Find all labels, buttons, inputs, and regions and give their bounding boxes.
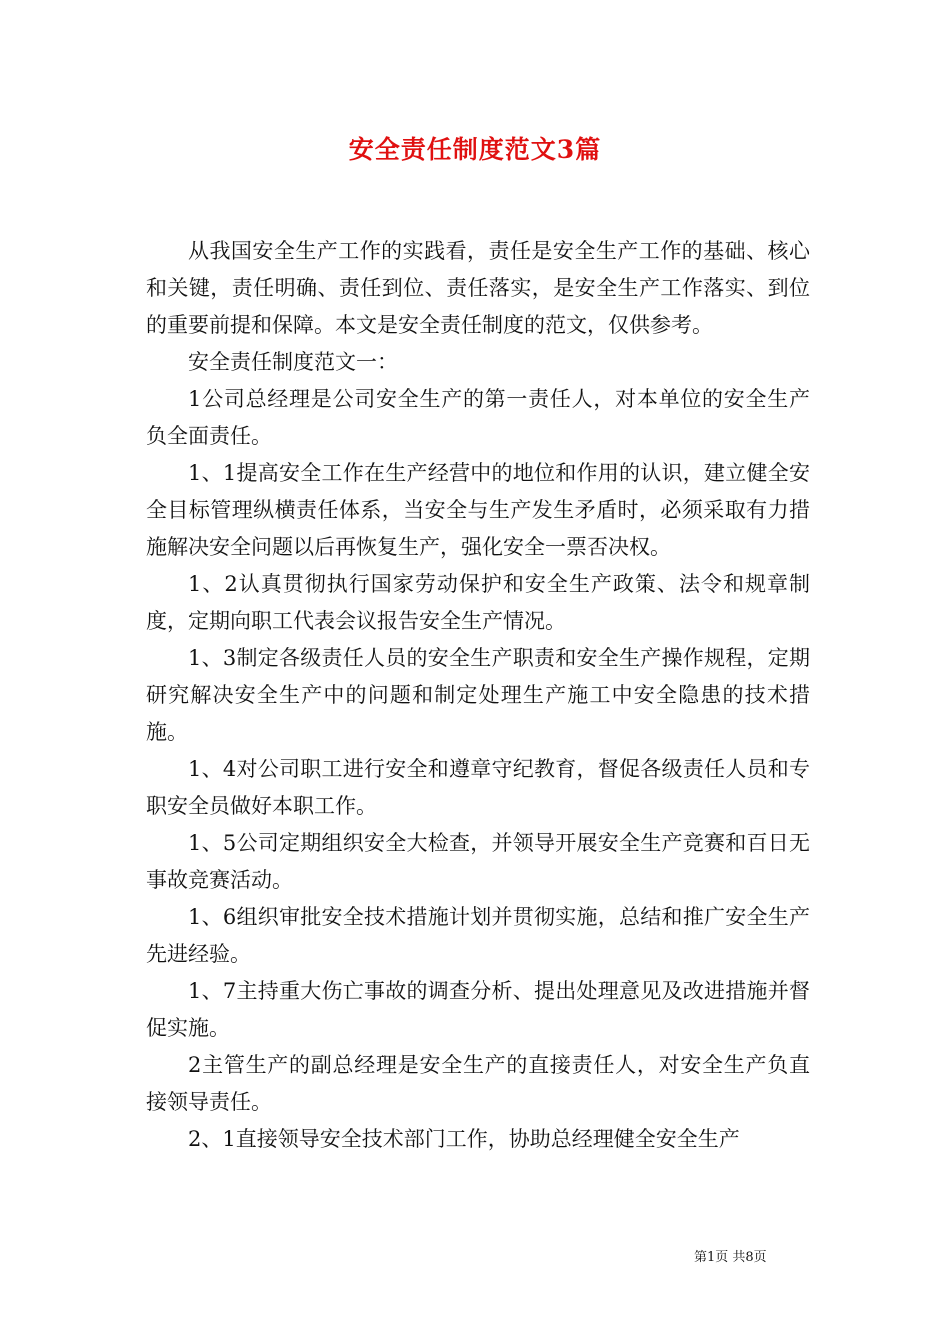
- paragraph-item-1-2: 1、2认真贯彻执行国家劳动保护和安全生产政策、法令和规章制度，定期向职工代表会议报告安全生产情况。: [146, 572, 810, 633]
- paragraph-item-1-1: 1、1提高安全工作在生产经营中的地位和作用的认识，建立健全安全目标管理纵横责任体系，当安全与生产发生矛盾时，必须采取有力措施解决安全问题以后再恢复生产，强化安全一票否决权。: [146, 461, 810, 559]
- paragraph-item-1: 1公司总经理是公司安全生产的第一责任人，对本单位的安全生产负全面责任。: [146, 387, 810, 448]
- document-title: 安全责任制度范文3篇: [348, 135, 602, 164]
- paragraph-item-1-7: 1、7主持重大伤亡事故的调查分析、提出处理意见及改进措施并督促实施。: [146, 979, 810, 1040]
- paragraph-section-heading: 安全责任制度范文一：: [188, 350, 398, 374]
- paragraph-item-2: 2主管生产的副总经理是安全生产的直接责任人，对安全生产负直接领导责任。: [146, 1053, 810, 1114]
- paragraph-item-1-6: 1、6组织审批安全技术措施计划并贯彻实施，总结和推广安全生产先进经验。: [146, 905, 810, 966]
- document-body: [146, 233, 810, 1158]
- paragraph-item-1-4: 1、4对公司职工进行安全和遵章守纪教育，督促各级责任人员和专职安全员做好本职工作。: [146, 757, 810, 818]
- paragraph-intro: 从我国安全生产工作的实践看，责任是安全生产工作的基础、核心和关键，责任明确、责任到位、责任落实，是安全生产工作落实、到位的重要前提和保障。本文是安全责任制度的范文，仅供参考。: [146, 239, 810, 337]
- paragraph-item-2-1: 2、1直接领导安全技术部门工作，协助总经理健全安全生产: [188, 1127, 740, 1151]
- paragraph-item-1-5: 1、5公司定期组织安全大检查，并领导开展安全生产竞赛和百日无事故竞赛活动。: [146, 831, 810, 892]
- paragraph-item-1-3: 1、3制定各级责任人员的安全生产职责和安全生产操作规程，定期研究解决安全生产中的问题和制定处理生产施工中安全隐患的技术措施。: [146, 646, 810, 744]
- page-number: 第1页 共8页: [694, 1250, 767, 1265]
